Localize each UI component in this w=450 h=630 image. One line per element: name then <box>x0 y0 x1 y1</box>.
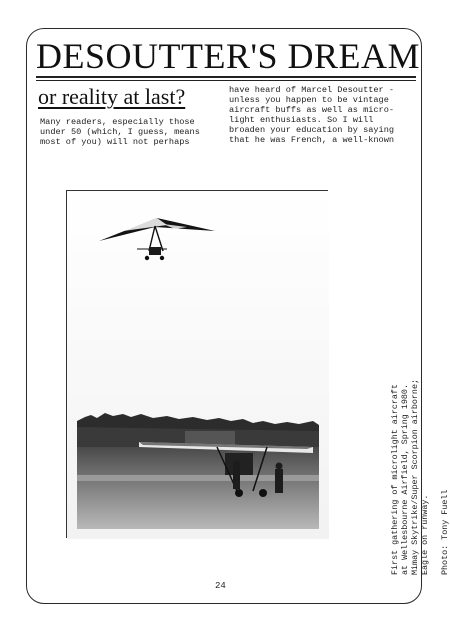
caption-line: Eagle on runway. <box>420 494 430 575</box>
body-column-left <box>40 117 200 147</box>
body-column-right <box>229 85 394 145</box>
photo-credit: Photo: Tony Fuell <box>440 489 450 575</box>
body-line: Many readers, especially those <box>40 117 195 127</box>
body-line: aircraft buffs as well as micro- <box>229 105 395 115</box>
body-line: unless you happen to be vintage <box>229 95 389 105</box>
body-line: broaden your education by saying <box>229 125 395 135</box>
article-subtitle: or reality at last? <box>38 84 186 109</box>
caption-line: First gathering of microlight aircraft <box>390 384 400 575</box>
aircraft-photo-image <box>67 191 329 539</box>
caption-line: at Wellesbourne Airfield, Spring 1980. <box>400 384 410 575</box>
body-line: light enthusiasts. So I will <box>229 115 374 125</box>
body-line: that he was French, a well-known <box>229 135 395 145</box>
body-line: have heard of Marcel Desoutter - <box>229 85 395 95</box>
title-rule-thick <box>36 76 416 78</box>
article-title: DESOUTTER'S DREAM <box>36 36 421 76</box>
title-rule-thin <box>36 80 416 81</box>
aircraft-photo <box>66 190 328 538</box>
photo-caption <box>390 379 450 575</box>
page-number: 24 <box>215 581 226 591</box>
body-line: most of you) will not perhaps <box>40 137 190 147</box>
caption-line: Mimay Skytrike/Super Scorpion airborne; <box>410 378 420 575</box>
caption-gap <box>430 379 440 575</box>
body-line: under 50 (which, I guess, means <box>40 127 200 137</box>
